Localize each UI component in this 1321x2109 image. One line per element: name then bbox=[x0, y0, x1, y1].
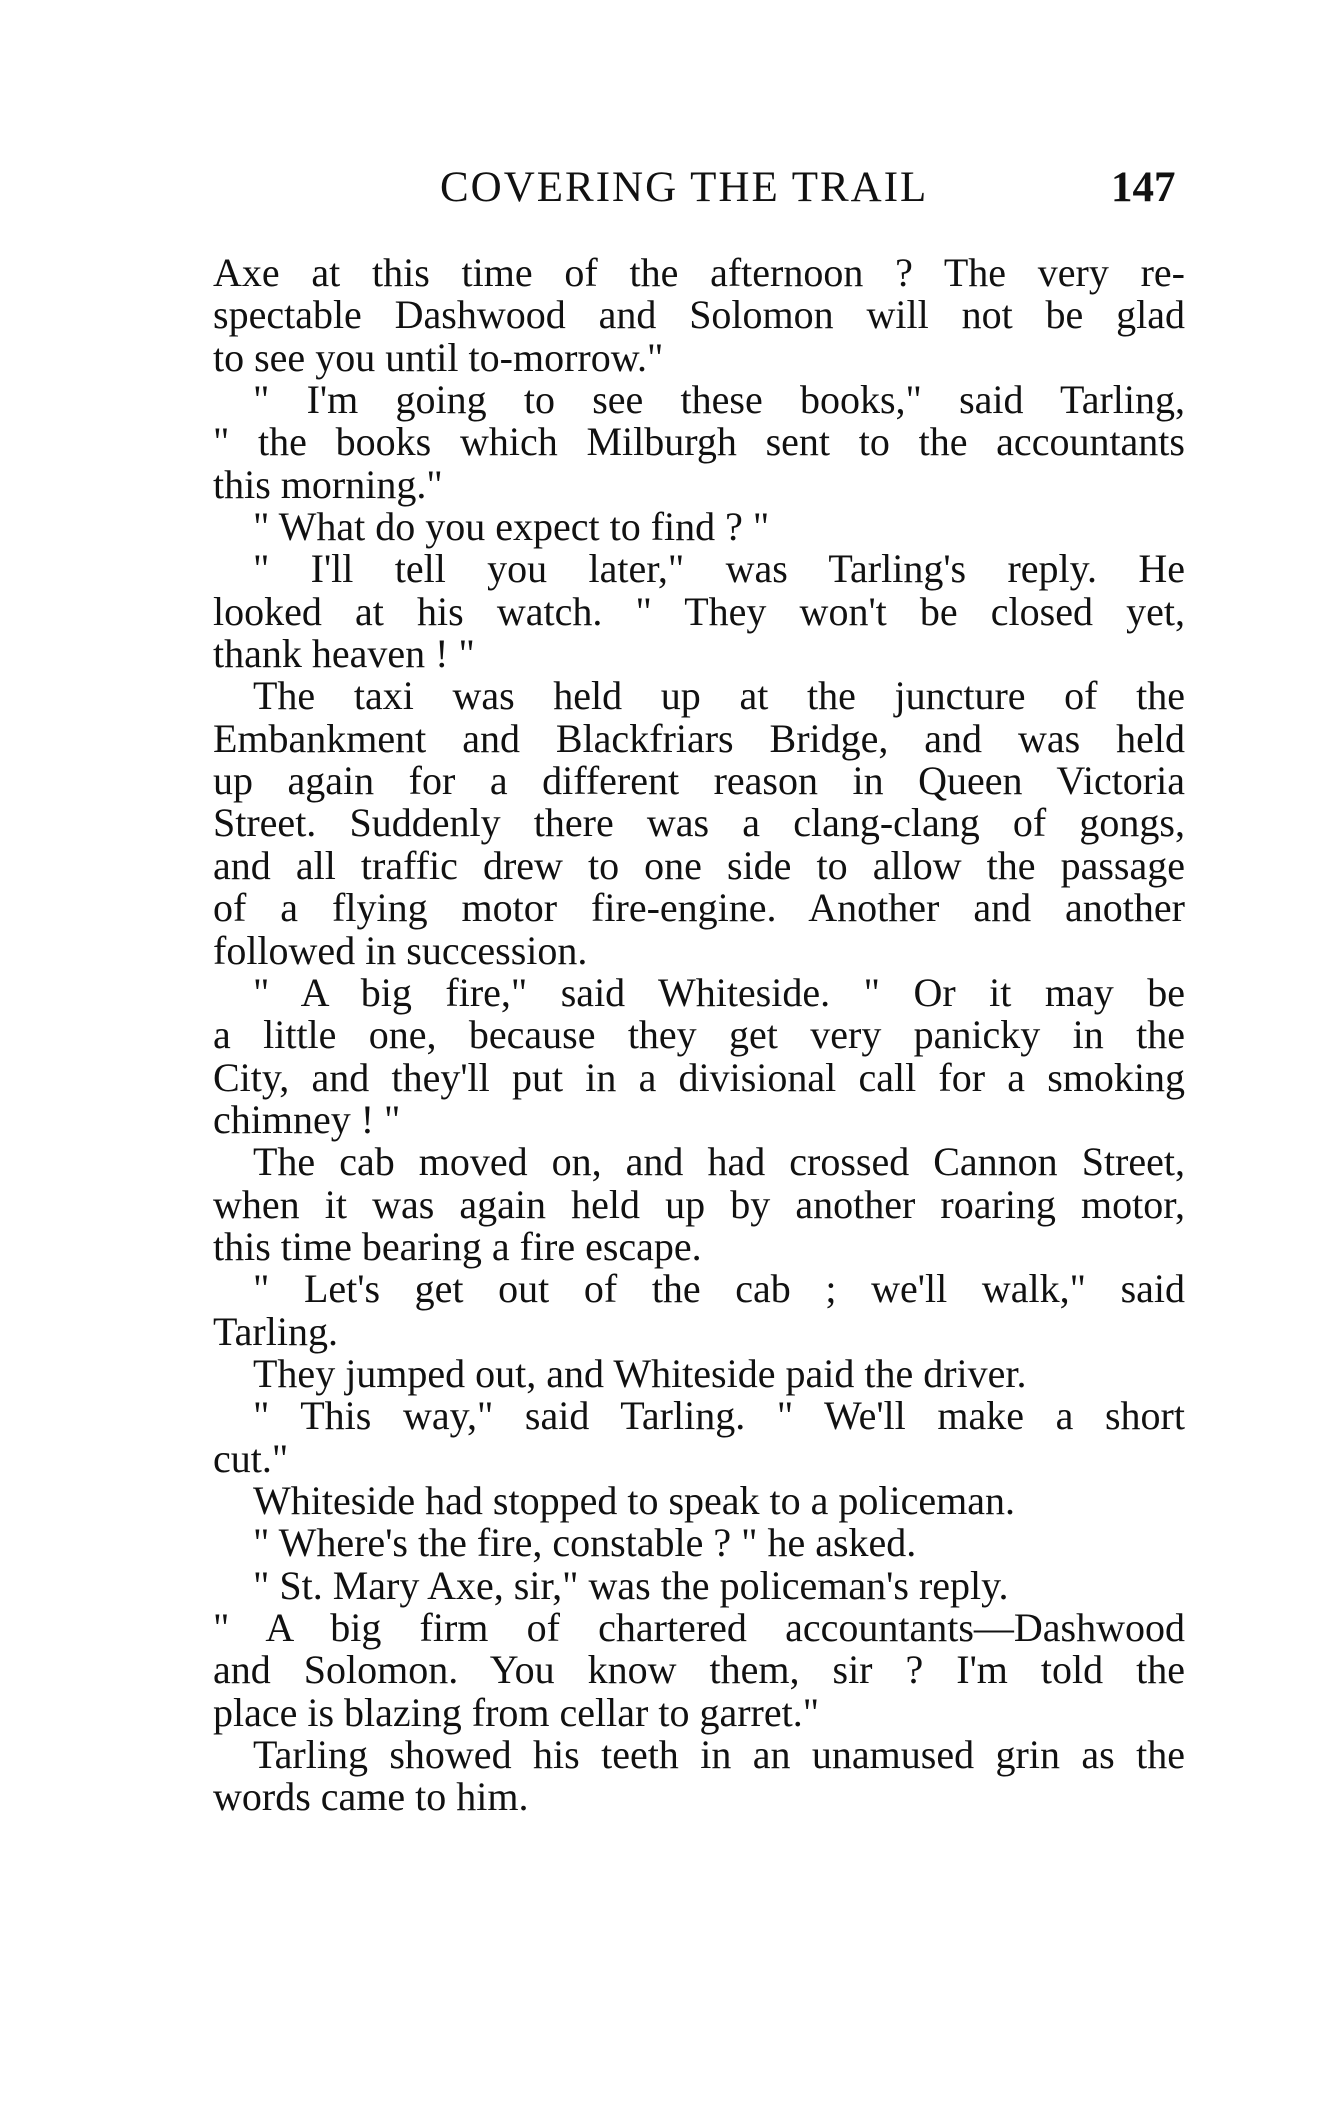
text-line: " A big fire," said Whiteside. " Or it may be bbox=[253, 969, 1185, 1015]
text-line: " I'm going to see these books," said Tarling, bbox=[253, 377, 1185, 423]
text-line: thank heaven ! " bbox=[213, 631, 475, 677]
text-line: " Let's get out of the cab ; we'll walk," said bbox=[253, 1266, 1185, 1312]
text-line: The taxi was held up at the juncture of the bbox=[253, 673, 1185, 719]
text-line: and all traffic drew to one side to allow the passage bbox=[213, 842, 1185, 888]
text-line: The cab moved on, and had crossed Cannon Street, bbox=[253, 1139, 1185, 1185]
text-line: when it was again held up by another roaring motor, bbox=[213, 1181, 1185, 1227]
text-line: to see you until to-morrow." bbox=[213, 334, 664, 380]
text-line: and Solomon. You know them, sir ? I'm told the bbox=[213, 1647, 1185, 1693]
text-line: followed in succession. bbox=[213, 927, 588, 973]
text-line: " the books which Milburgh sent to the accountants bbox=[213, 419, 1185, 465]
body-text bbox=[213, 252, 1185, 1819]
text-line: " This way," said Tarling. " We'll make a short bbox=[253, 1393, 1185, 1439]
text-line: " A big firm of chartered accountants—Dashwood bbox=[213, 1605, 1185, 1650]
text-line: place is blazing from cellar to garret." bbox=[213, 1689, 820, 1735]
text-line: They jumped out, and Whiteside paid the driver. bbox=[253, 1350, 1027, 1396]
text-line: City, and they'll put in a divisional call for a smoking bbox=[213, 1054, 1185, 1100]
text-line: " Where's the fire, constable ? " he asked. bbox=[253, 1520, 917, 1566]
text-line: spectable Dashwood and Solomon will not be glad bbox=[213, 292, 1185, 338]
text-line: " What do you expect to find ? " bbox=[253, 504, 770, 550]
text-line: Tarling. bbox=[213, 1308, 338, 1354]
text-line: " I'll tell you later," was Tarling's reply. He bbox=[253, 546, 1185, 592]
text-line: this morning." bbox=[213, 461, 443, 507]
running-title: COVERING THE TRAIL bbox=[440, 164, 929, 211]
text-line: Street. Suddenly there was a clang-clang of gongs, bbox=[213, 800, 1185, 846]
text-line: Tarling showed his teeth in an unamused grin as the bbox=[253, 1732, 1185, 1778]
text-line: Whiteside had stopped to speak to a policeman. bbox=[253, 1477, 1016, 1523]
text-line: Axe at this time of the afternoon ? The very re- bbox=[213, 250, 1185, 295]
text-line: words came to him. bbox=[213, 1774, 529, 1820]
page-number: 147 bbox=[1111, 164, 1176, 211]
text-line: of a flying motor fire-engine. Another and another bbox=[213, 885, 1185, 931]
text-line: this time bearing a fire escape. bbox=[213, 1223, 702, 1269]
text-line: looked at his watch. " They won't be closed yet, bbox=[213, 588, 1185, 634]
text-line: cut." bbox=[213, 1435, 289, 1481]
text-line: " St. Mary Axe, sir," was the policeman's reply. bbox=[253, 1562, 1009, 1608]
text-line: up again for a different reason in Queen Victoria bbox=[213, 758, 1185, 804]
text-line: Embankment and Blackfriars Bridge, and was held bbox=[213, 715, 1185, 761]
text-line: chimney ! " bbox=[213, 1096, 401, 1142]
text-line: a little one, because they get very panicky in the bbox=[213, 1012, 1185, 1058]
